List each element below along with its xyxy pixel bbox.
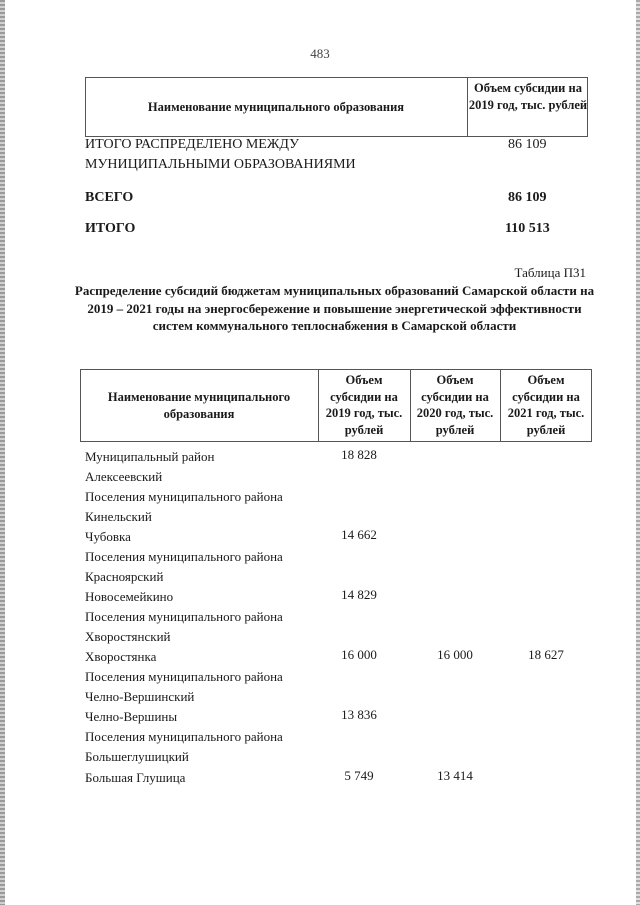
- table2-row-name: Новосемейкино: [85, 589, 174, 604]
- table2-row-2019: 5 749: [344, 768, 374, 783]
- table2-row-name: Челно-Вершинский: [85, 689, 195, 704]
- table2-row-2019: 18 828: [341, 447, 377, 462]
- table2-row-name: Чубовка: [85, 529, 131, 544]
- table1-row-itogo-value: 110 513: [505, 221, 550, 236]
- table2-row-name: Хворостянка: [85, 649, 157, 664]
- table1-row-itogo-name: ИТОГО: [85, 221, 136, 236]
- table2-row-2021: 18 627: [528, 647, 564, 662]
- table2-row-name: Поселения муниципального района: [85, 669, 283, 684]
- table1-row-total-value: 86 109: [508, 137, 547, 152]
- table2-header-2021: Объем субсидии на 2021 год, тыс. рублей: [507, 373, 585, 437]
- table2-row-name: Поселения муниципального района: [85, 549, 283, 564]
- table2-header-name: Наименование муниципального образования: [107, 389, 291, 421]
- table2-row-name: Челно-Вершины: [85, 709, 178, 724]
- scan-edge-left: [0, 0, 5, 905]
- table2-row-name: Алексеевский: [85, 469, 163, 484]
- table2-row-name: Поселения муниципального района: [85, 489, 283, 504]
- scan-edge-right: [636, 0, 640, 905]
- table1-header-name: Наименование муниципального образования: [147, 99, 405, 114]
- table1-row-vsego-name: ВСЕГО: [85, 190, 134, 205]
- table1-row-total-name-line2: МУНИЦИПАЛЬНЫМИ ОБРАЗОВАНИЯМИ: [85, 157, 356, 172]
- table2-header-2020: Объем субсидии на 2020 год, тыс. рублей: [416, 373, 494, 437]
- table2-row-name: Хворостянский: [85, 629, 171, 644]
- table2-row-2019: 14 662: [341, 527, 377, 542]
- table2-row-name: Муниципальный район: [85, 449, 215, 464]
- table1-row-vsego-value: 86 109: [508, 190, 547, 205]
- table2-row-name: Большеглушицкий: [85, 749, 189, 764]
- table2-row-2019: 13 836: [341, 707, 377, 722]
- table2-row-2019: 14 829: [341, 587, 377, 602]
- table2-row-2020: 13 414: [437, 768, 473, 783]
- table2-row-name: Поселения муниципального района: [85, 609, 283, 624]
- table2-row-name: Красноярский: [85, 569, 164, 584]
- table1-header-volume: Объем субсидии на 2019 год, тыс. рублей: [468, 81, 588, 112]
- table1-row-total-name-line1: ИТОГО РАСПРЕДЕЛЕНО МЕЖДУ: [85, 137, 299, 152]
- table-label: Таблица П31: [514, 265, 586, 280]
- table2-row-2020: 16 000: [437, 647, 473, 662]
- table2-row-2019: 16 000: [341, 647, 377, 662]
- table2-header-2019: Объем субсидии на 2019 год, тыс. рублей: [325, 373, 403, 437]
- page-number: 483: [310, 46, 330, 61]
- table2-row-name: Кинельский: [85, 509, 152, 524]
- table2-title: Распределение субсидий бюджетам муниципальных образований Самарской области на 2019 – 2021 годы на энергосбережение и повышение энергетической эффективности систем коммунального теплоснабжения в Самарской области: [74, 283, 595, 333]
- table2-row-name: Большая Глушица: [85, 770, 186, 785]
- table2-row-name: Поселения муниципального района: [85, 729, 283, 744]
